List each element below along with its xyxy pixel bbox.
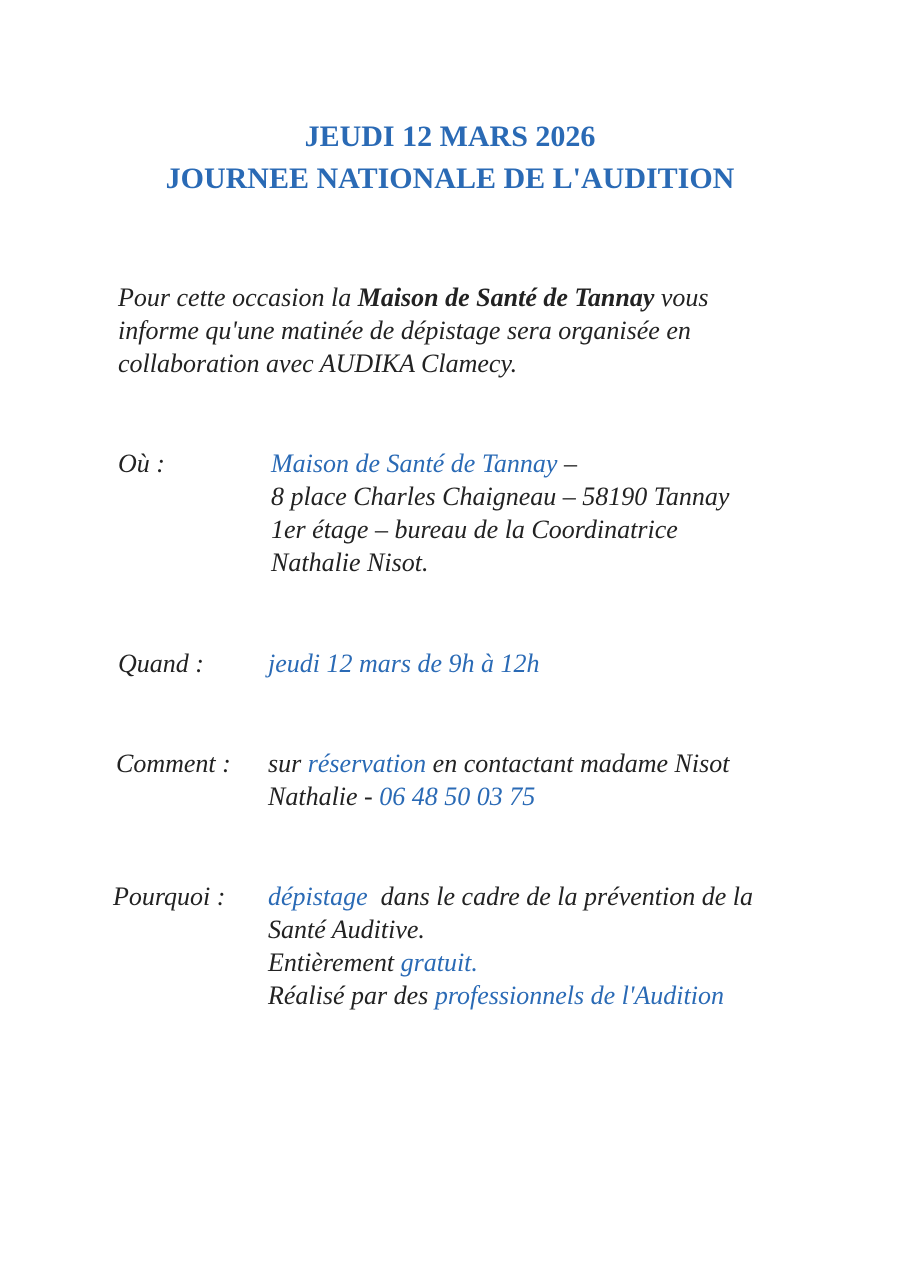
intro-line2: informe qu'une matinée de dépistage sera organisée en — [118, 316, 691, 345]
when-label: Quand : — [118, 649, 204, 678]
how-value — [268, 747, 828, 813]
intro-line3: collaboration avec AUDIKA Clamecy. — [118, 349, 518, 378]
where-place: Maison de Santé de Tannay — [271, 449, 558, 478]
why-value — [268, 880, 828, 1012]
why-professionals: professionnels de l'Audition — [434, 981, 724, 1010]
how-label: Comment : — [116, 749, 231, 778]
how-pre: sur — [268, 749, 308, 778]
intro-paragraph — [118, 281, 818, 380]
when-value — [268, 647, 828, 680]
when-datetime: jeudi 12 mars de 9h à 12h — [268, 649, 540, 678]
how-reservation: réservation — [307, 749, 427, 778]
where-person: Nathalie Nisot. — [271, 548, 429, 577]
where-address: 8 place Charles Chaigneau – 58190 Tannay — [271, 482, 730, 511]
why-line4-pre: Réalisé par des — [268, 981, 435, 1010]
why-keyword: dépistage — [268, 882, 368, 911]
how-phone: 06 48 50 03 75 — [379, 782, 536, 811]
why-line3-pre: Entièrement — [268, 948, 401, 977]
why-line2: Santé Auditive. — [268, 915, 425, 944]
where-value — [271, 447, 831, 579]
event-name-heading: JOURNEE NATIONALE DE L'AUDITION — [165, 162, 735, 195]
how-post: en contactant madame Nisot — [426, 749, 730, 778]
why-line1-rest: dans le cadre de la prévention de la — [367, 882, 753, 911]
where-label: Où : — [118, 449, 165, 478]
intro-part1: Pour cette occasion la — [118, 283, 358, 312]
where-place-dash: – — [557, 449, 577, 478]
event-date-heading: JEUDI 12 MARS 2026 — [304, 120, 596, 153]
why-free: gratuit. — [400, 948, 478, 977]
intro-organizer: Maison de Santé de Tannay — [357, 283, 655, 312]
how-name: Nathalie - — [268, 782, 380, 811]
why-label: Pourquoi : — [113, 882, 226, 911]
intro-part2: vous — [654, 283, 709, 312]
where-floor: 1er étage – bureau de la Coordinatrice — [271, 515, 678, 544]
